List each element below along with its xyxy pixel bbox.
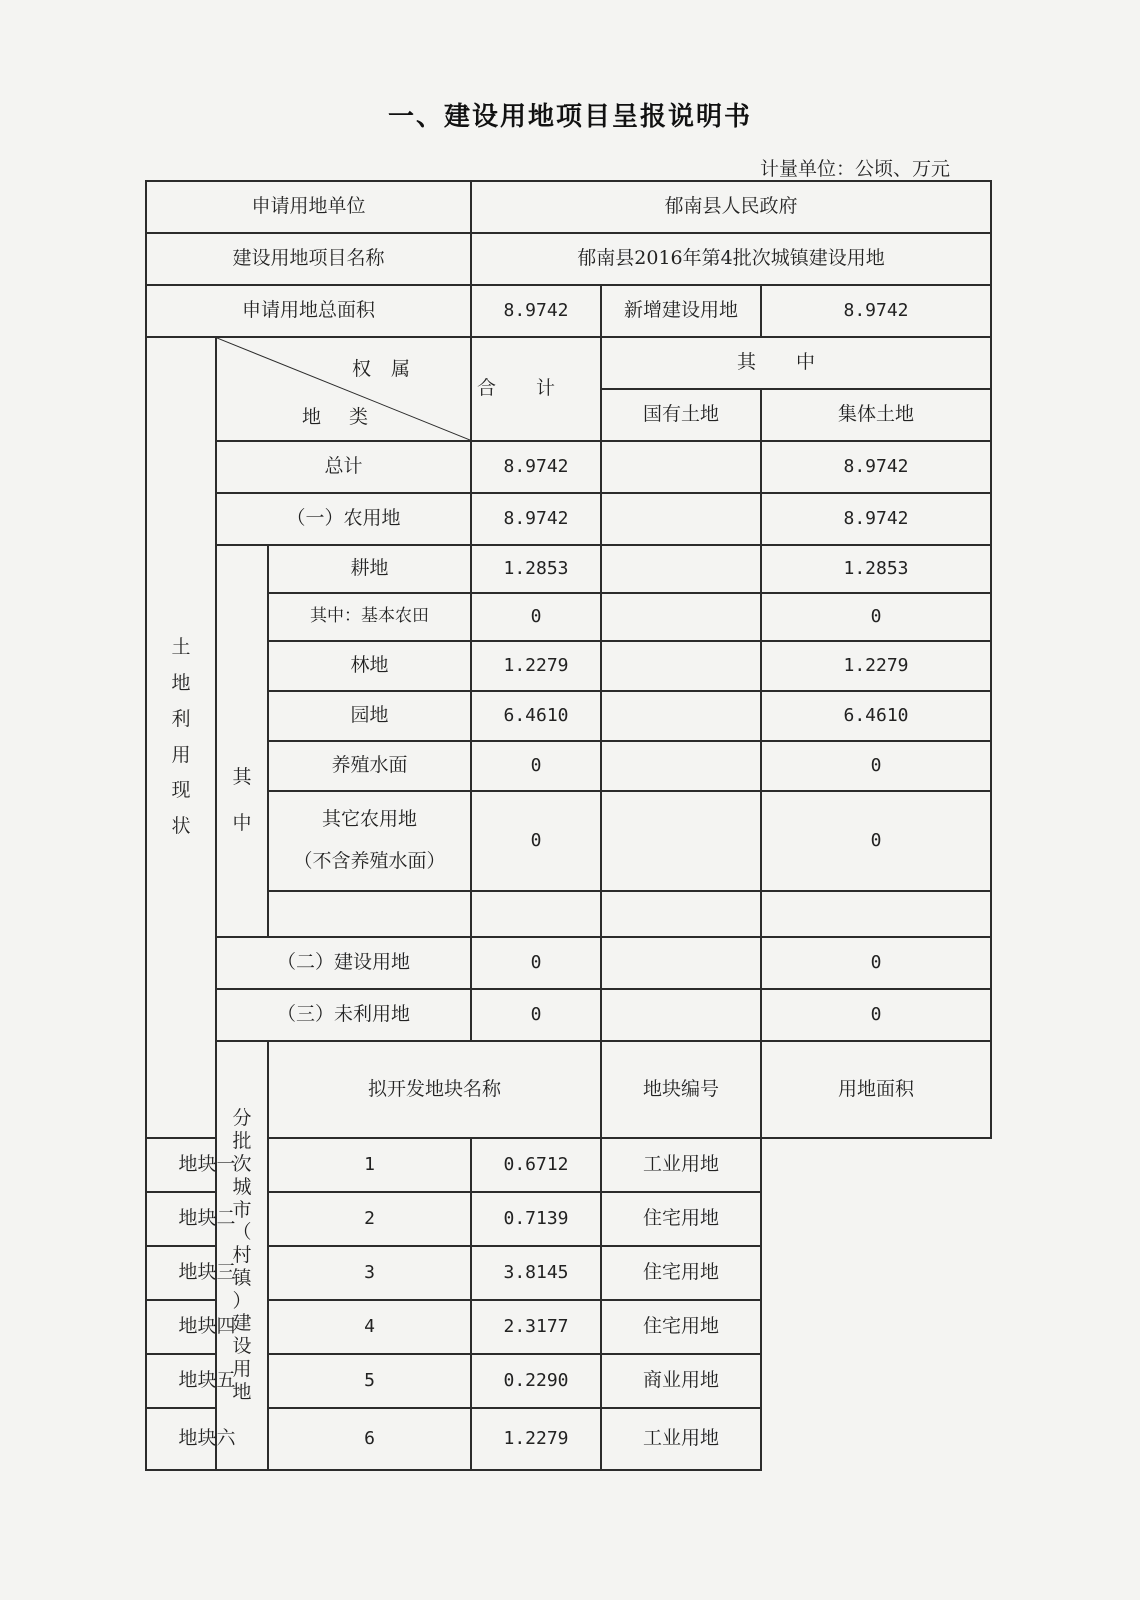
state-land-header: 国有土地 (601, 389, 761, 441)
land-total-value: 0 (471, 593, 601, 641)
project-value: 郁南县2016年第4批次城镇建设用地 (471, 233, 991, 285)
new-construction-value: 8.9742 (761, 285, 991, 337)
land-state-value (601, 791, 761, 891)
land-collective-value: 1.2279 (761, 641, 991, 691)
row-aquaculture (146, 741, 991, 791)
land-type-name: 园地 (268, 691, 471, 741)
land-type-name: 养殖水面 (268, 741, 471, 791)
plot-use: 商业用地 (601, 1354, 761, 1408)
plot-row (146, 1300, 991, 1354)
land-collective-value: 0 (761, 593, 991, 641)
plot-name-header: 拟开发地块名称 (268, 1041, 601, 1138)
plot-no: 2 (268, 1192, 471, 1246)
plot-row (146, 1354, 991, 1408)
land-type-name: 林地 (268, 641, 471, 691)
land-collective-value: 8.9742 (761, 441, 991, 493)
plot-name: 地块一 (146, 1138, 268, 1192)
plot-name: 地块四 (146, 1300, 268, 1354)
land-total-value: 6.4610 (471, 691, 601, 741)
land-state-value (601, 989, 761, 1041)
row-garden (146, 691, 991, 741)
plot-row (146, 1192, 991, 1246)
plot-no: 1 (268, 1138, 471, 1192)
row-other-agricultural (146, 791, 991, 891)
row-blank (146, 891, 991, 937)
ownership-label: 权属 (351, 358, 430, 380)
land-state-value (601, 641, 761, 691)
land-type-name: 其它农用地 （不含养殖水面） (268, 791, 471, 891)
land-state-value (601, 593, 761, 641)
plot-area-header: 用地面积 (761, 1041, 991, 1138)
land-total-value: 8.9742 (471, 493, 601, 545)
row-total (146, 441, 991, 493)
total-area-value: 8.9742 (471, 285, 601, 337)
row-forest (146, 641, 991, 691)
row-basic-farmland (146, 593, 991, 641)
plot-name: 地块六 (146, 1408, 268, 1470)
plot-use: 工业用地 (601, 1138, 761, 1192)
land-total-value: 0 (471, 791, 601, 891)
plot-no: 6 (268, 1408, 471, 1470)
land-total-value: 8.9742 (471, 441, 601, 493)
land-total-value: 0 (471, 741, 601, 791)
total-area-label: 申请用地总面积 (146, 285, 471, 337)
new-construction-label: 新增建设用地 (601, 285, 761, 337)
land-type-name: （一）农用地 (216, 493, 471, 545)
of-which-side-label: 其 中 (216, 545, 268, 937)
land-state-value (601, 691, 761, 741)
collective-land-header: 集体土地 (761, 389, 991, 441)
unit-note: 计量单位：公顷、万元 (759, 158, 950, 180)
plot-no: 5 (268, 1354, 471, 1408)
land-state-value (601, 937, 761, 989)
land-type-name: （二）建设用地 (216, 937, 471, 989)
land-collective-value: 0 (761, 937, 991, 989)
plot-area: 0.2290 (471, 1354, 601, 1408)
plot-no-header: 地块编号 (601, 1041, 761, 1138)
diagonal-header-cell (216, 337, 471, 441)
land-collective-value: 0 (761, 741, 991, 791)
row-project (146, 233, 991, 285)
land-collective-value: 1.2853 (761, 545, 991, 593)
land-collective-value: 0 (761, 989, 991, 1041)
plot-row (146, 1408, 991, 1470)
land-state-value (601, 441, 761, 493)
land-total-value: 1.2279 (471, 641, 601, 691)
land-collective-value: 8.9742 (761, 493, 991, 545)
applicant-value: 郁南县人民政府 (471, 181, 991, 233)
plot-name: 地块二 (146, 1192, 268, 1246)
land-total-value: 0 (471, 989, 601, 1041)
land-state-value (601, 545, 761, 593)
row-total-area (146, 285, 991, 337)
applicant-label: 申请用地单位 (146, 181, 471, 233)
plot-area: 3.8145 (471, 1246, 601, 1300)
plot-name: 地块三 (146, 1246, 268, 1300)
row-cultivated (146, 545, 991, 593)
land-type-name: 其中：基本农田 (268, 593, 471, 641)
row-agricultural (146, 493, 991, 545)
plot-use: 住宅用地 (601, 1192, 761, 1246)
plot-row (146, 1138, 991, 1192)
plot-name: 地块五 (146, 1354, 268, 1408)
batch-construction-side-label: 分 批 次 城 市 （ 村 镇 ） 建 设 用 地 (216, 1041, 268, 1470)
of-which-header: 其中 (601, 337, 991, 389)
plot-no: 4 (268, 1300, 471, 1354)
land-state-value (601, 493, 761, 545)
subtotal-header: 合计 (471, 337, 601, 441)
land-type-name: 总计 (216, 441, 471, 493)
land-collective-value: 0 (761, 791, 991, 891)
land-type-name: 耕地 (268, 545, 471, 593)
land-total-value: 1.2853 (471, 545, 601, 593)
row-construction (146, 937, 991, 989)
land-state-value (601, 741, 761, 791)
plot-area: 2.3177 (471, 1300, 601, 1354)
land-collective-value: 6.4610 (761, 691, 991, 741)
plot-row (146, 1246, 991, 1300)
land-total-value: 0 (471, 937, 601, 989)
plot-use: 住宅用地 (601, 1300, 761, 1354)
project-label: 建设用地项目名称 (146, 233, 471, 285)
land-type-label: 地类 (302, 406, 397, 429)
plot-use: 住宅用地 (601, 1246, 761, 1300)
plot-area: 1.2279 (471, 1408, 601, 1470)
land-use-status-label: 土 地 利 用 现 状 (146, 337, 216, 1138)
plot-area: 0.7139 (471, 1192, 601, 1246)
row-applicant (146, 181, 991, 233)
document-title: 一、建设用地项目呈报说明书 (387, 102, 752, 132)
row-plots-header (146, 1041, 991, 1138)
land-type-name: （三）未利用地 (216, 989, 471, 1041)
plot-area: 0.6712 (471, 1138, 601, 1192)
plot-no: 3 (268, 1246, 471, 1300)
row-header-1 (146, 337, 991, 389)
land-use-table (145, 180, 992, 1471)
row-unused (146, 989, 991, 1041)
plot-use: 工业用地 (601, 1408, 761, 1470)
